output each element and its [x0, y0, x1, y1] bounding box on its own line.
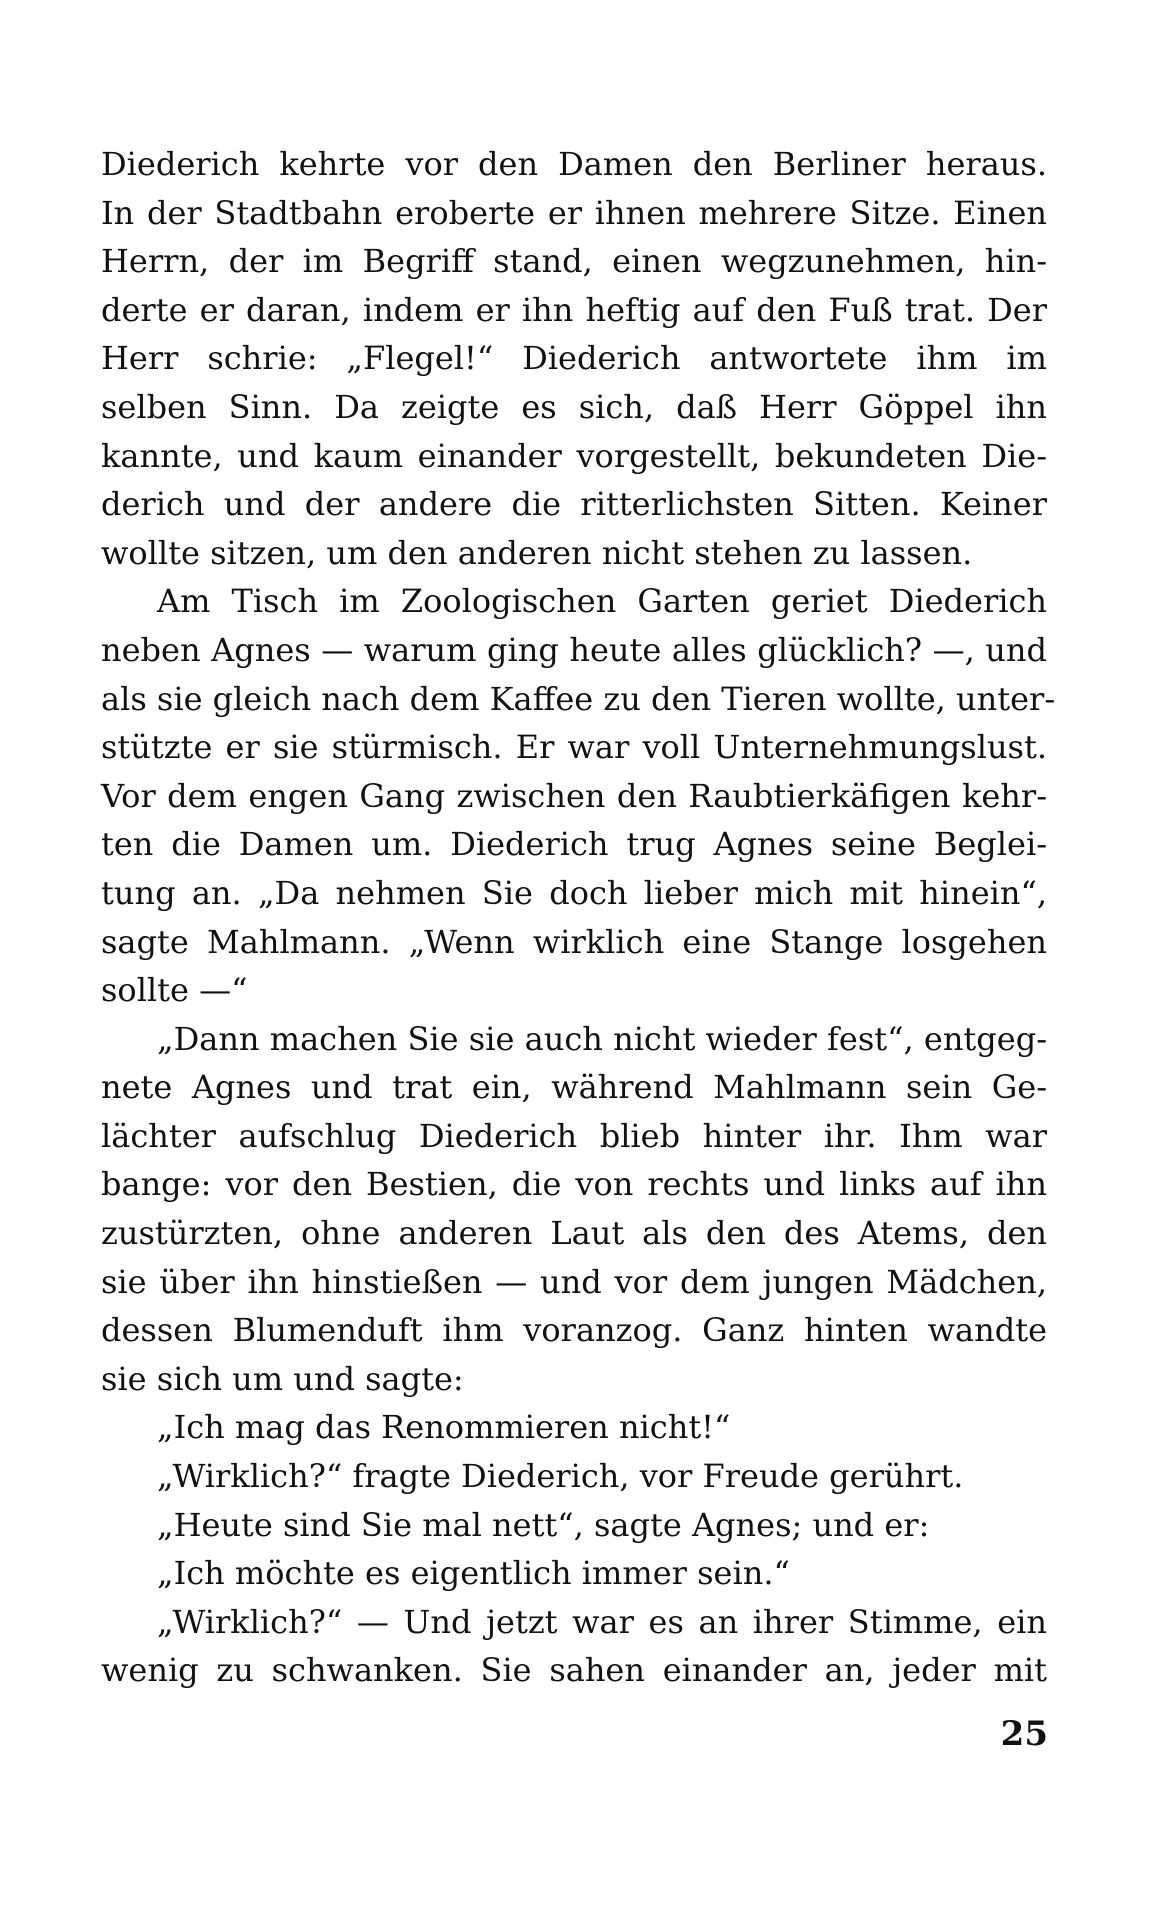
page-number: 25: [1000, 1714, 1048, 1754]
text-line: kannte, und kaum einander vorgestellt, bekundeten Die-: [101, 436, 1047, 475]
text-line: Herr schrie: „Flegel!“ Diederich antwortete ihm im: [101, 339, 1047, 378]
body-text: [101, 140, 1056, 1695]
text-line: sie sich um und sagte:: [101, 1359, 464, 1398]
text-line: derich und der andere die ritterlichsten Sitten. Keiner: [101, 485, 1047, 524]
text-line: neben Agnes — warum ging heute alles glücklich? —, und: [101, 630, 1047, 669]
text-line: derte er daran, indem er ihn heftig auf den Fuß trat. Der: [101, 290, 1047, 329]
text-line: wenig zu schwanken. Sie sahen einander an, jeder mit: [101, 1651, 1047, 1690]
text-line: sagte Mahlmann. „Wenn wirklich eine Stange losgehen: [101, 922, 1047, 961]
text-line: bange: vor den Bestien, die von rechts und links auf ihn: [101, 1165, 1047, 1204]
text-line: „Heute sind Sie mal nett“, sagte Agnes; und er:: [157, 1505, 930, 1544]
text-line: als sie gleich nach dem Kaffee zu den Tieren wollte, unter-: [101, 679, 1056, 718]
text-line: zustürzten, ohne anderen Laut als den des Atems, den: [101, 1214, 1047, 1253]
text-line: Vor dem engen Gang zwischen den Raubtierkäfigen kehr-: [101, 776, 1047, 815]
text-line: „Wirklich?“ fragte Diederich, vor Freude gerührt.: [157, 1457, 964, 1496]
text-line: wollte sitzen, um den anderen nicht stehen zu lassen.: [101, 533, 973, 572]
text-line: „Ich möchte es eigentlich immer sein.“: [157, 1554, 790, 1593]
text-line: ten die Damen um. Diederich trug Agnes seine Beglei-: [101, 825, 1047, 864]
text-line: lächter aufschlug Diederich blieb hinter ihr. Ihm war: [101, 1116, 1047, 1155]
text-line: In der Stadtbahn eroberte er ihnen mehrere Sitze. Einen: [101, 193, 1047, 232]
text-line: sollte —“: [101, 971, 248, 1010]
text-line: stützte er sie stürmisch. Er war voll Unternehmungslust.: [101, 728, 1047, 767]
text-line: dessen Blumenduft ihm voranzog. Ganz hinten wandte: [101, 1311, 1047, 1350]
text-line: „Dann machen Sie sie auch nicht wieder fest“, entgeg-: [157, 1019, 1047, 1058]
text-line: sie über ihn hinstießen — und vor dem jungen Mädchen,: [101, 1262, 1047, 1301]
text-line: „Ich mag das Renommieren nicht!“: [157, 1408, 731, 1447]
text-line: nete Agnes und trat ein, während Mahlmann sein Ge-: [101, 1068, 1047, 1107]
text-line: Diederich kehrte vor den Damen den Berliner heraus.: [101, 145, 1047, 183]
text-line: Am Tisch im Zoologischen Garten geriet Diederich: [157, 582, 1047, 621]
text-line: selben Sinn. Da zeigte es sich, daß Herr Göppel ihn: [101, 387, 1047, 426]
text-line: Herrn, der im Begriff stand, einen wegzunehmen, hin-: [101, 242, 1047, 281]
text-line: tung an. „Da nehmen Sie doch lieber mich mit hinein“,: [101, 873, 1047, 912]
text-line: „Wirklich?“ — Und jetzt war es an ihrer Stimme, ein: [157, 1602, 1047, 1641]
